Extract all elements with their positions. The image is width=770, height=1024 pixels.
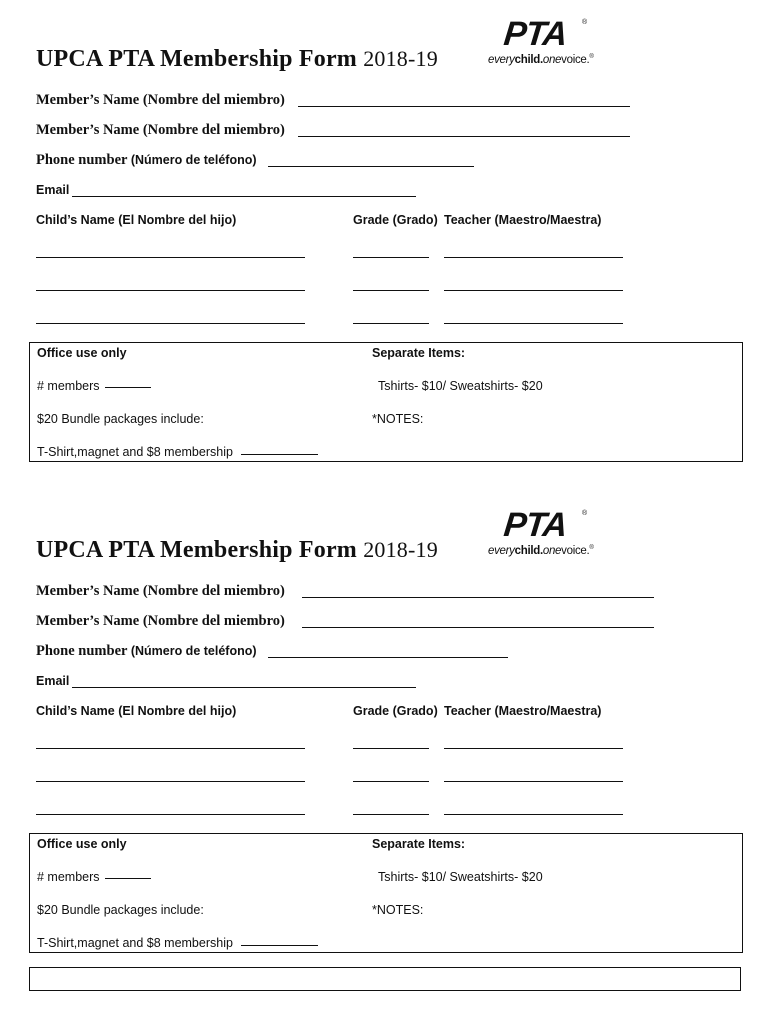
child-name-field[interactable] — [36, 323, 305, 324]
teacher-field[interactable] — [444, 748, 623, 749]
form-year: 2018-19 — [363, 537, 438, 562]
phone-label — [36, 643, 257, 660]
bundle-field[interactable] — [241, 945, 318, 946]
member-name-field-1[interactable] — [302, 597, 654, 598]
child-name-field[interactable] — [36, 748, 305, 749]
email-label: Email — [36, 183, 70, 197]
email-field[interactable] — [72, 687, 416, 688]
pta-logo — [488, 507, 608, 562]
tagline-voice: voice. — [561, 54, 590, 66]
tagline-voice: voice. — [561, 545, 590, 557]
grade-field[interactable] — [353, 290, 429, 291]
member-name-label-2 — [36, 122, 285, 139]
form-title-text: UPCA PTA Membership Form — [36, 46, 357, 72]
phone-field[interactable] — [268, 166, 474, 167]
member-name-field-2[interactable] — [298, 136, 630, 137]
bundle-label: $20 Bundle packages include: — [37, 903, 204, 917]
tagline-registered: ® — [589, 545, 594, 552]
teacher-header: Teacher (Maestro/Maestra) — [444, 213, 602, 227]
teacher-field[interactable] — [444, 323, 623, 324]
grade-field[interactable] — [353, 748, 429, 749]
form-title-text: UPCA PTA Membership Form — [36, 537, 357, 563]
separate-items-heading: Separate Items: — [372, 346, 466, 360]
member-name-field-2[interactable] — [302, 627, 654, 628]
teacher-field[interactable] — [444, 257, 623, 258]
office-use-heading: Office use only — [37, 346, 127, 360]
members-count-field[interactable] — [105, 387, 151, 388]
office-use-box — [29, 342, 743, 462]
member-name-label-text: Member’s Name — [36, 122, 140, 138]
member-name-label-text: Member’s Name — [36, 583, 140, 599]
child-name-header: Child’s Name (El Nombre del hijo) — [36, 213, 237, 227]
members-count-field[interactable] — [105, 878, 151, 879]
phone-spanish: (Número de teléfono) — [130, 644, 257, 658]
phone-label-text: Phone number — [36, 643, 128, 659]
teacher-field[interactable] — [444, 814, 623, 815]
child-name-header: Child’s Name (El Nombre del hijo) — [36, 704, 237, 718]
member-name-label-text: Member’s Name — [36, 92, 140, 108]
form-title — [36, 537, 438, 564]
form-year: 2018-19 — [363, 46, 438, 71]
email-label: Email — [36, 674, 70, 688]
tagline-child: child. — [514, 545, 543, 557]
bundle-items: T-Shirt,magnet and $8 membership — [37, 936, 233, 950]
child-name-field[interactable] — [36, 781, 305, 782]
pta-logo-wordmark: PTA — [502, 506, 569, 544]
member-name-label-1 — [36, 583, 285, 600]
teacher-field[interactable] — [444, 290, 623, 291]
member-name-spanish: (Nombre del miembro) — [142, 92, 285, 108]
phone-field[interactable] — [268, 657, 508, 658]
tagline-child: child. — [514, 54, 543, 66]
pta-logo-registered: ® — [582, 510, 588, 517]
grade-field[interactable] — [353, 814, 429, 815]
grade-field[interactable] — [353, 257, 429, 258]
pta-logo — [488, 16, 608, 71]
notes-label: *NOTES: — [372, 412, 424, 426]
teacher-field[interactable] — [444, 781, 623, 782]
bottom-empty-box — [29, 967, 741, 991]
bundle-field[interactable] — [241, 454, 318, 455]
tagline-every: every — [488, 545, 515, 557]
tagline-one: one — [542, 545, 562, 557]
tagline-one: one — [542, 54, 562, 66]
bundle-items: T-Shirt,magnet and $8 membership — [37, 445, 233, 459]
phone-spanish: (Número de teléfono) — [130, 153, 257, 167]
child-name-field[interactable] — [36, 290, 305, 291]
email-field[interactable] — [72, 196, 416, 197]
tagline-registered: ® — [589, 54, 594, 61]
teacher-header: Teacher (Maestro/Maestra) — [444, 704, 602, 718]
separate-items-prices: Tshirts- $10/ Sweatshirts- $20 — [378, 379, 543, 393]
member-name-label-1 — [36, 92, 285, 109]
member-name-field-1[interactable] — [298, 106, 630, 107]
member-name-spanish: (Nombre del miembro) — [142, 122, 285, 138]
member-name-label-2 — [36, 613, 285, 630]
office-use-heading: Office use only — [37, 837, 127, 851]
bundle-label: $20 Bundle packages include: — [37, 412, 204, 426]
notes-label: *NOTES: — [372, 903, 424, 917]
pta-logo-wordmark: PTA — [502, 15, 569, 53]
separate-items-prices: Tshirts- $10/ Sweatshirts- $20 — [378, 870, 543, 884]
member-name-label-text: Member’s Name — [36, 613, 140, 629]
member-name-spanish: (Nombre del miembro) — [142, 583, 285, 599]
office-use-box — [29, 833, 743, 953]
phone-label-text: Phone number — [36, 152, 128, 168]
grade-header: Grade (Grado) — [353, 213, 438, 227]
pta-logo-registered: ® — [582, 19, 588, 26]
tagline-every: every — [488, 54, 515, 66]
members-count-label: # members — [37, 379, 100, 393]
pta-logo-tagline — [488, 54, 594, 66]
phone-label — [36, 152, 257, 169]
pta-logo-tagline — [488, 545, 594, 557]
child-name-field[interactable] — [36, 814, 305, 815]
grade-field[interactable] — [353, 781, 429, 782]
grade-header: Grade (Grado) — [353, 704, 438, 718]
separate-items-heading: Separate Items: — [372, 837, 466, 851]
member-name-spanish: (Nombre del miembro) — [142, 613, 285, 629]
child-name-field[interactable] — [36, 257, 305, 258]
grade-field[interactable] — [353, 323, 429, 324]
members-count-label: # members — [37, 870, 100, 884]
form-title — [36, 46, 438, 73]
